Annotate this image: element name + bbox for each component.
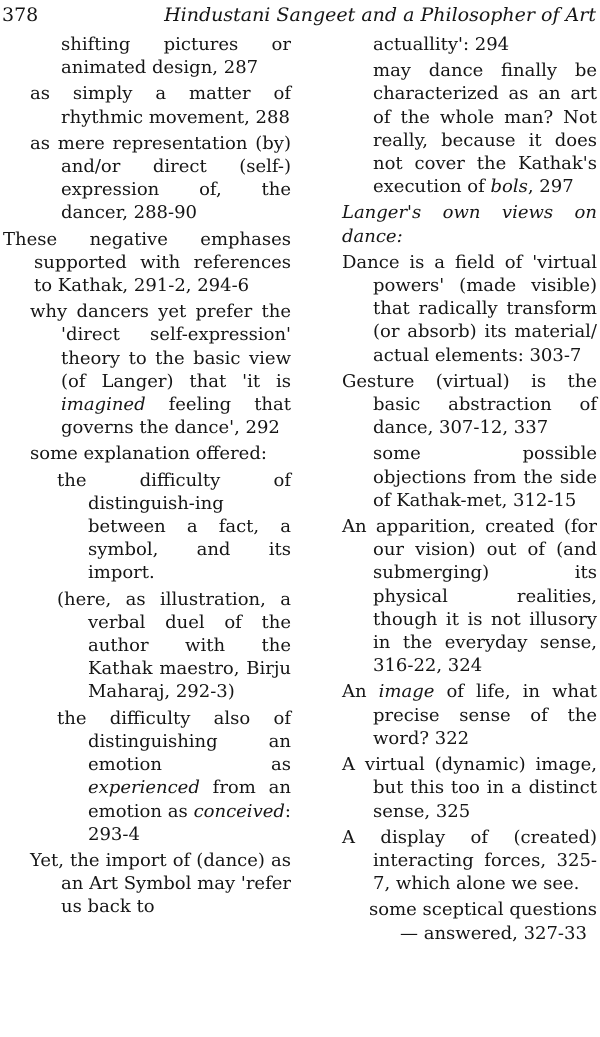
entry-text: , 297 <box>527 176 574 198</box>
entry-text: of life, in what precise sense of the word? 322 <box>373 681 597 749</box>
entry-text: feeling that governs the dance', 292 <box>61 394 291 439</box>
index-column-left <box>3 33 291 922</box>
index-entry: (here, as illustration, a verbal duel of the author with the Kathak maestro, Birju Maharaj, 292-3) <box>57 588 291 703</box>
italic-term: experienced <box>88 777 200 799</box>
index-entry: some sceptical questions — answered, 327-33 <box>369 899 597 944</box>
index-entry <box>3 300 291 439</box>
running-head: Hindustani Sangeet and a Philosopher of Art <box>164 4 596 26</box>
index-entry: some explanation offered: <box>30 443 267 465</box>
index-entry: Dance is a field of 'virtual powers' (made visible) that radically transform (or absorb) its material/ actual elements: 303-7 <box>342 251 597 366</box>
index-entry: A virtual (dynamic) image, but this too in a distinct sense, 325 <box>342 754 597 822</box>
index-entry <box>342 59 597 198</box>
index-entry: Yet, the import of (dance) as an Art Symbol may 'refer us back to <box>30 849 291 918</box>
index-entry: actuallity': 294 <box>373 34 510 55</box>
index-entry: the difficulty of distinguish-ing between a fact, a symbol, and its import. <box>57 469 291 584</box>
index-entry <box>342 680 597 750</box>
entry-text: from an emotion as <box>88 777 291 822</box>
entry-text: : 293-4 <box>88 800 291 845</box>
index-entry: some possible objections from the side of Kathak-met, 312-15 <box>373 443 597 511</box>
index-entry: A display of (created) interacting forces, 325-7, which alone we see. <box>342 826 597 895</box>
entry-text: An <box>342 681 379 703</box>
italic-term: conceived <box>193 800 285 822</box>
index-entry: as simply a matter of rhythmic movement, 288 <box>30 83 291 128</box>
entry-text: may dance finally be characterized as an art of the whole man? Not really, because it does not cover the Kathak's execution of <box>373 60 597 198</box>
index-entry: An apparition, created (for our vision) out of (and submerging) its physical realities, though it is not illusory in the everyday sense, 316-22, 324 <box>342 516 597 677</box>
page-header <box>2 3 596 31</box>
index-entry: Gesture (virtual) is the basic abstraction of dance, 307-12, 337 <box>342 370 597 439</box>
italic-term: image <box>378 681 435 703</box>
index-section-heading: Langer's own views on dance: <box>342 202 597 247</box>
italic-term: bols <box>490 176 528 198</box>
index-entry <box>3 707 291 846</box>
page-number: 378 <box>2 4 39 26</box>
index-entry: as mere representation (by) and/or direct (self-) expression of, the dancer, 288-90 <box>30 132 291 224</box>
italic-term: imagined <box>61 394 146 416</box>
index-entry: shifting pictures or animated design, 287 <box>61 34 291 79</box>
entry-text: the difficulty also of distinguishing an emotion as <box>57 707 291 776</box>
entry-text: why dancers yet prefer the 'direct self-expression' theory to the basic view (of Langer) that 'it is <box>30 301 291 392</box>
index-column-right <box>342 33 597 948</box>
index-entry: These negative emphases supported with references to Kathak, 291-2, 294-6 <box>3 228 291 297</box>
